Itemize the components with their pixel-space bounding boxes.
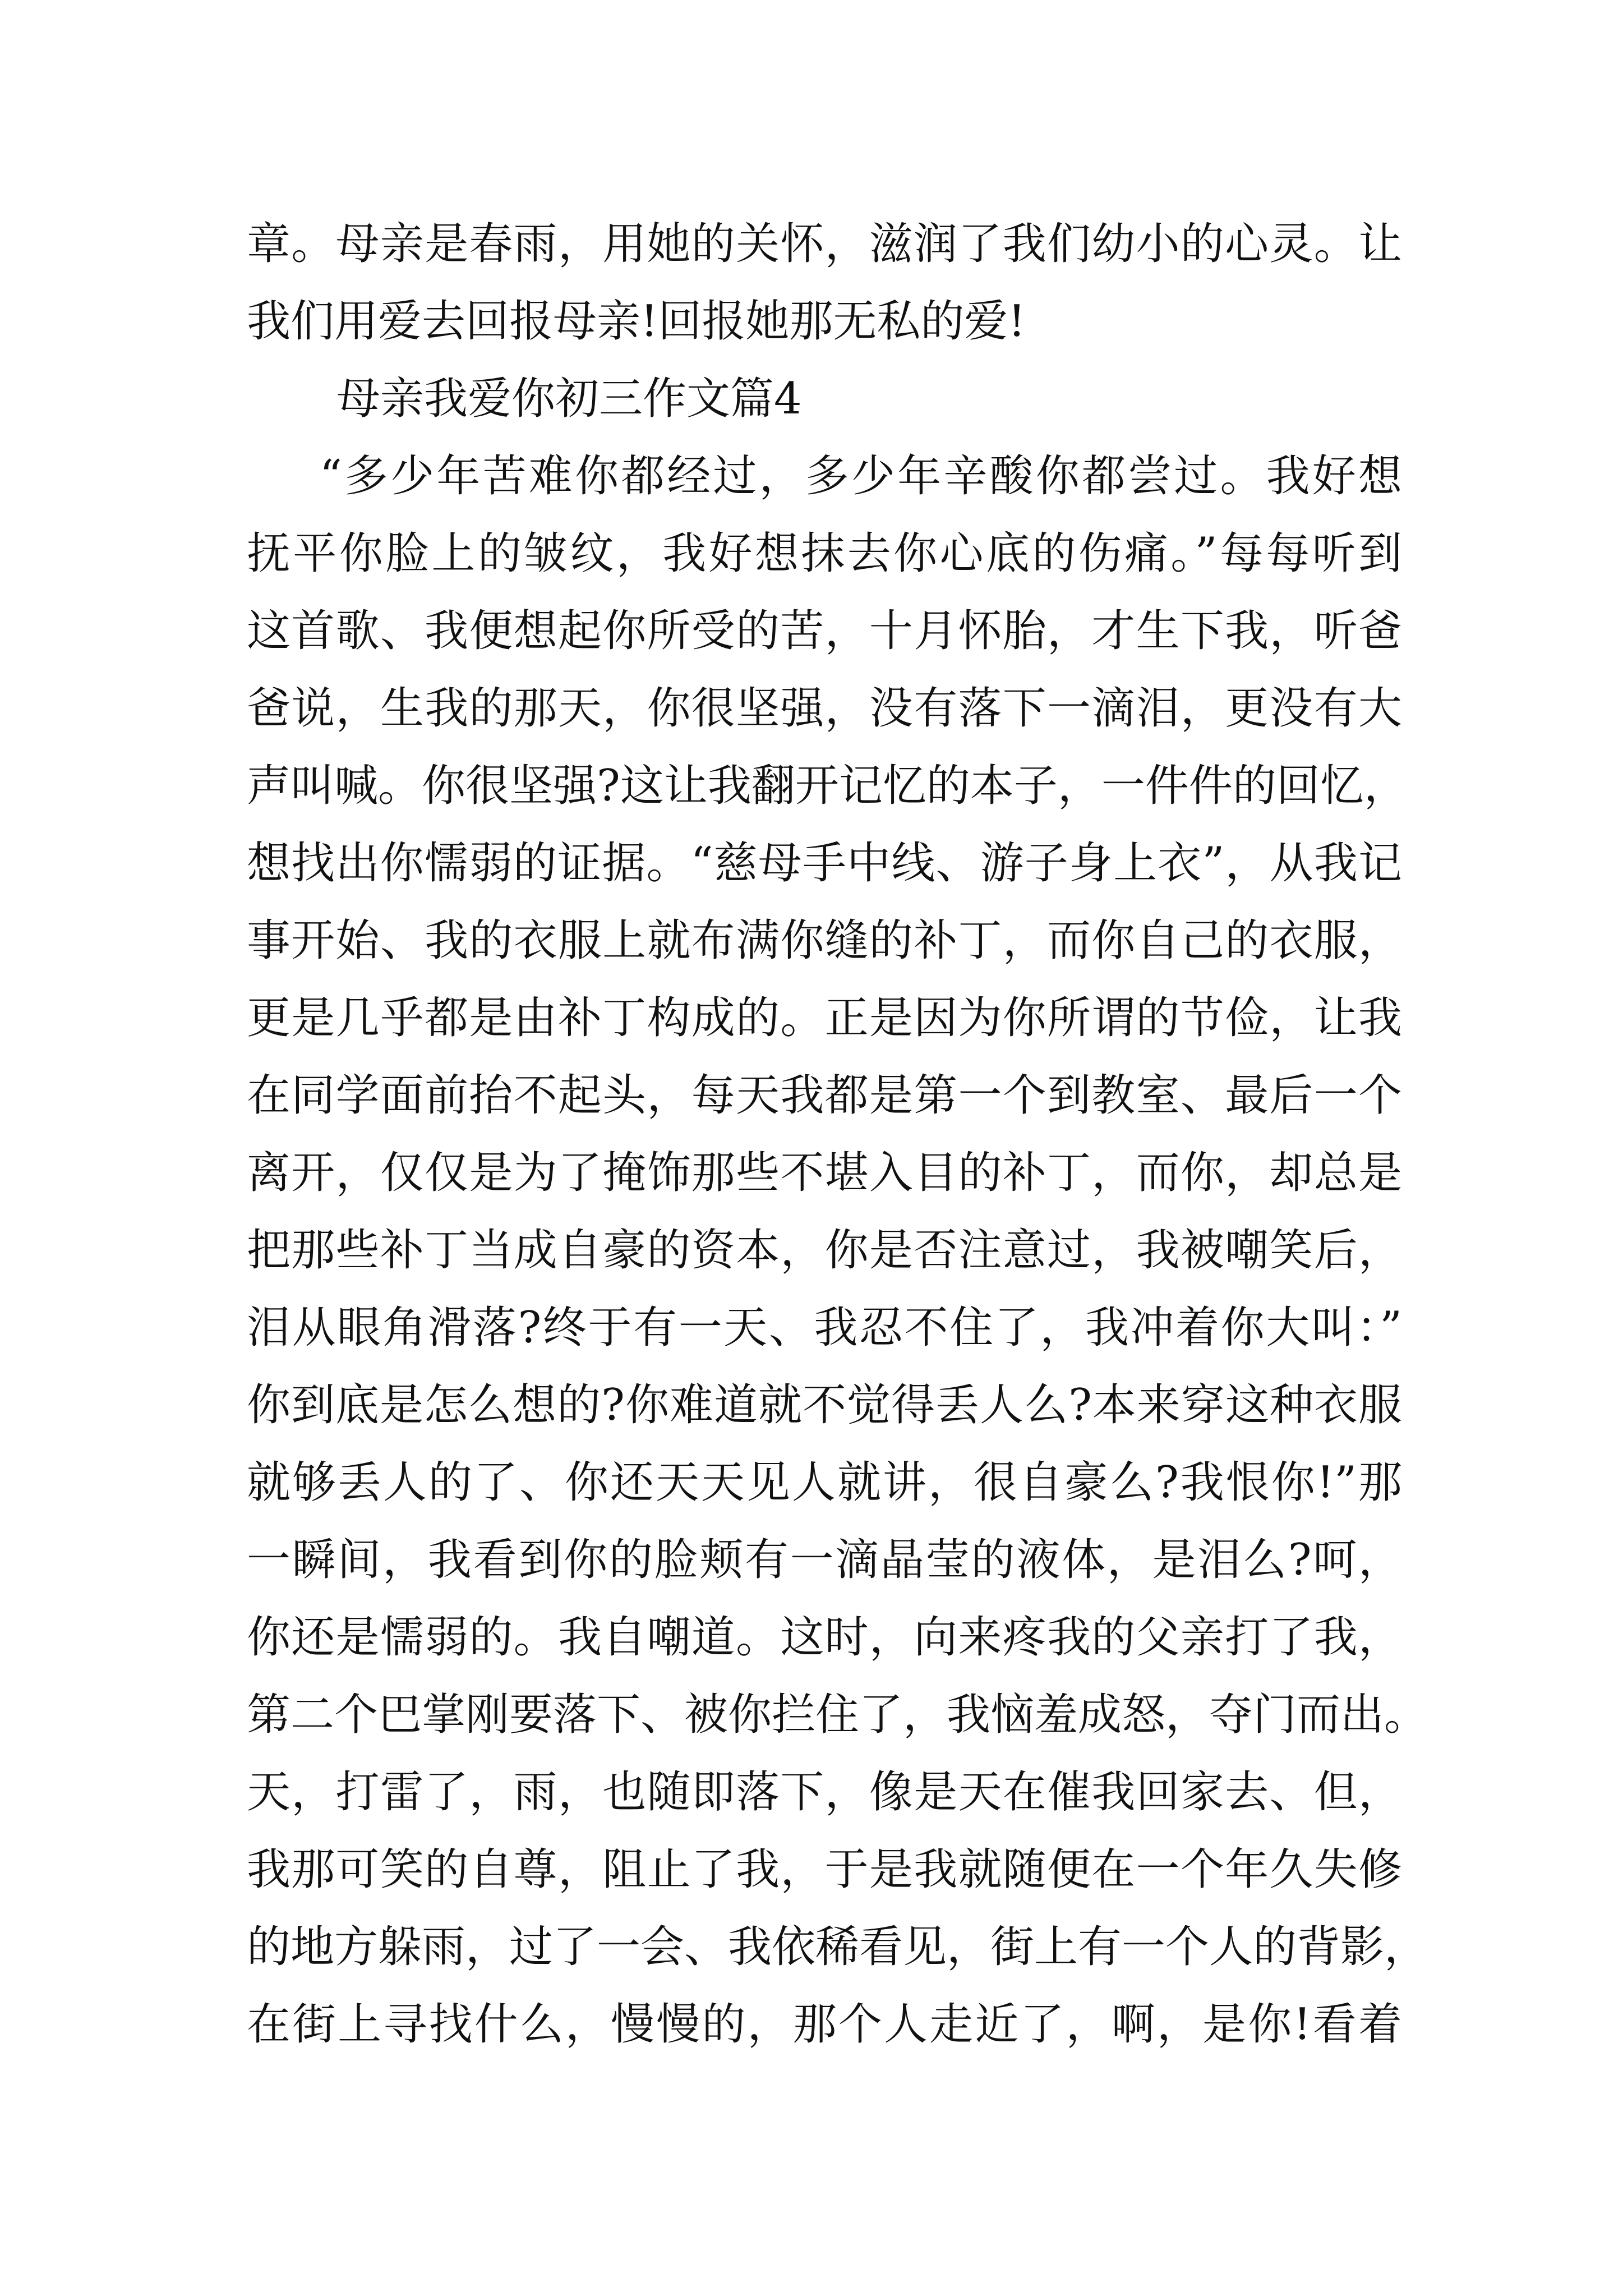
paragraph-line: 抚平你脸上的皱纹，我好想抹去你心底的伤痛。”每每听到: [247, 528, 1402, 579]
paragraph-line: 就够丢人的了、你还天天见人就讲，很自豪么?我恨你!”那: [247, 1457, 1402, 1508]
paragraph-line: 的地方躲雨，过了一会、我依稀看见，街上有一个人的背影，: [247, 1922, 1428, 1972]
paragraph-line: 天，打雷了，雨，也随即落下，像是天在催我回家去、但，: [247, 1767, 1402, 1818]
paragraph-line: 更是几乎都是由补丁构成的。正是因为你所谓的节俭，让我: [247, 993, 1402, 1043]
paragraph-line: 第二个巴掌刚要落下、被你拦住了，我恼羞成怒，夺门而出。: [247, 1690, 1428, 1740]
paragraph-line: 在街上寻找什么，慢慢的，那个人走近了，啊，是你!看着: [247, 1999, 1402, 2050]
paragraph-line: 你到底是怎么想的?你难道就不觉得丢人么?本来穿这种衣服: [247, 1380, 1402, 1430]
section-heading: 母亲我爱你初三作文篇4: [336, 374, 802, 424]
paragraph-line: 这首歌、我便想起你所受的苦，十月怀胎，才生下我，听爸: [247, 606, 1402, 656]
paragraph-line: “多少年苦难你都经过，多少年辛酸你都尝过。我好想: [320, 451, 1402, 501]
essay-body: [247, 205, 1428, 2063]
paragraph-line: 你还是懦弱的。我自嘲道。这时，向来疼我的父亲打了我，: [247, 1612, 1402, 1663]
paragraph-line: 想找出你懦弱的证据。“慈母手中线、游子身上衣”，从我记: [247, 838, 1402, 889]
paragraph-line: 一瞬间，我看到你的脸颊有一滴晶莹的液体，是泪么?呵，: [247, 1535, 1402, 1585]
paragraph-line: 声叫喊。你很坚强?这让我翻开记忆的本子，一件件的回忆，: [247, 761, 1408, 811]
paragraph-line: 离开，仅仅是为了掩饰那些不堪入目的补丁，而你，却总是: [247, 1148, 1402, 1198]
paragraph-line: 泪从眼角滑落?终于有一天、我忍不住了，我冲着你大叫：”: [247, 1303, 1402, 1353]
paragraph-line: 事开始、我的衣服上就布满你缝的补丁，而你自己的衣服，: [247, 915, 1402, 966]
paragraph-line: 爸说，生我的那天，你很坚强，没有落下一滴泪，更没有大: [247, 683, 1402, 734]
paragraph-line: 在同学面前抬不起头，每天我都是第一个到教室、最后一个: [247, 1070, 1402, 1121]
paragraph-line: 把那些补丁当成自豪的资本，你是否注意过，我被嘲笑后，: [247, 1225, 1402, 1276]
paragraph-line: 我们用爱去回报母亲!回报她那无私的爱!: [247, 296, 1026, 347]
paragraph-line: 章。母亲是春雨，用她的关怀，滋润了我们幼小的心灵。让: [247, 219, 1402, 269]
paragraph-line: 我那可笑的自尊，阻止了我，于是我就随便在一个年久失修: [247, 1844, 1402, 1895]
